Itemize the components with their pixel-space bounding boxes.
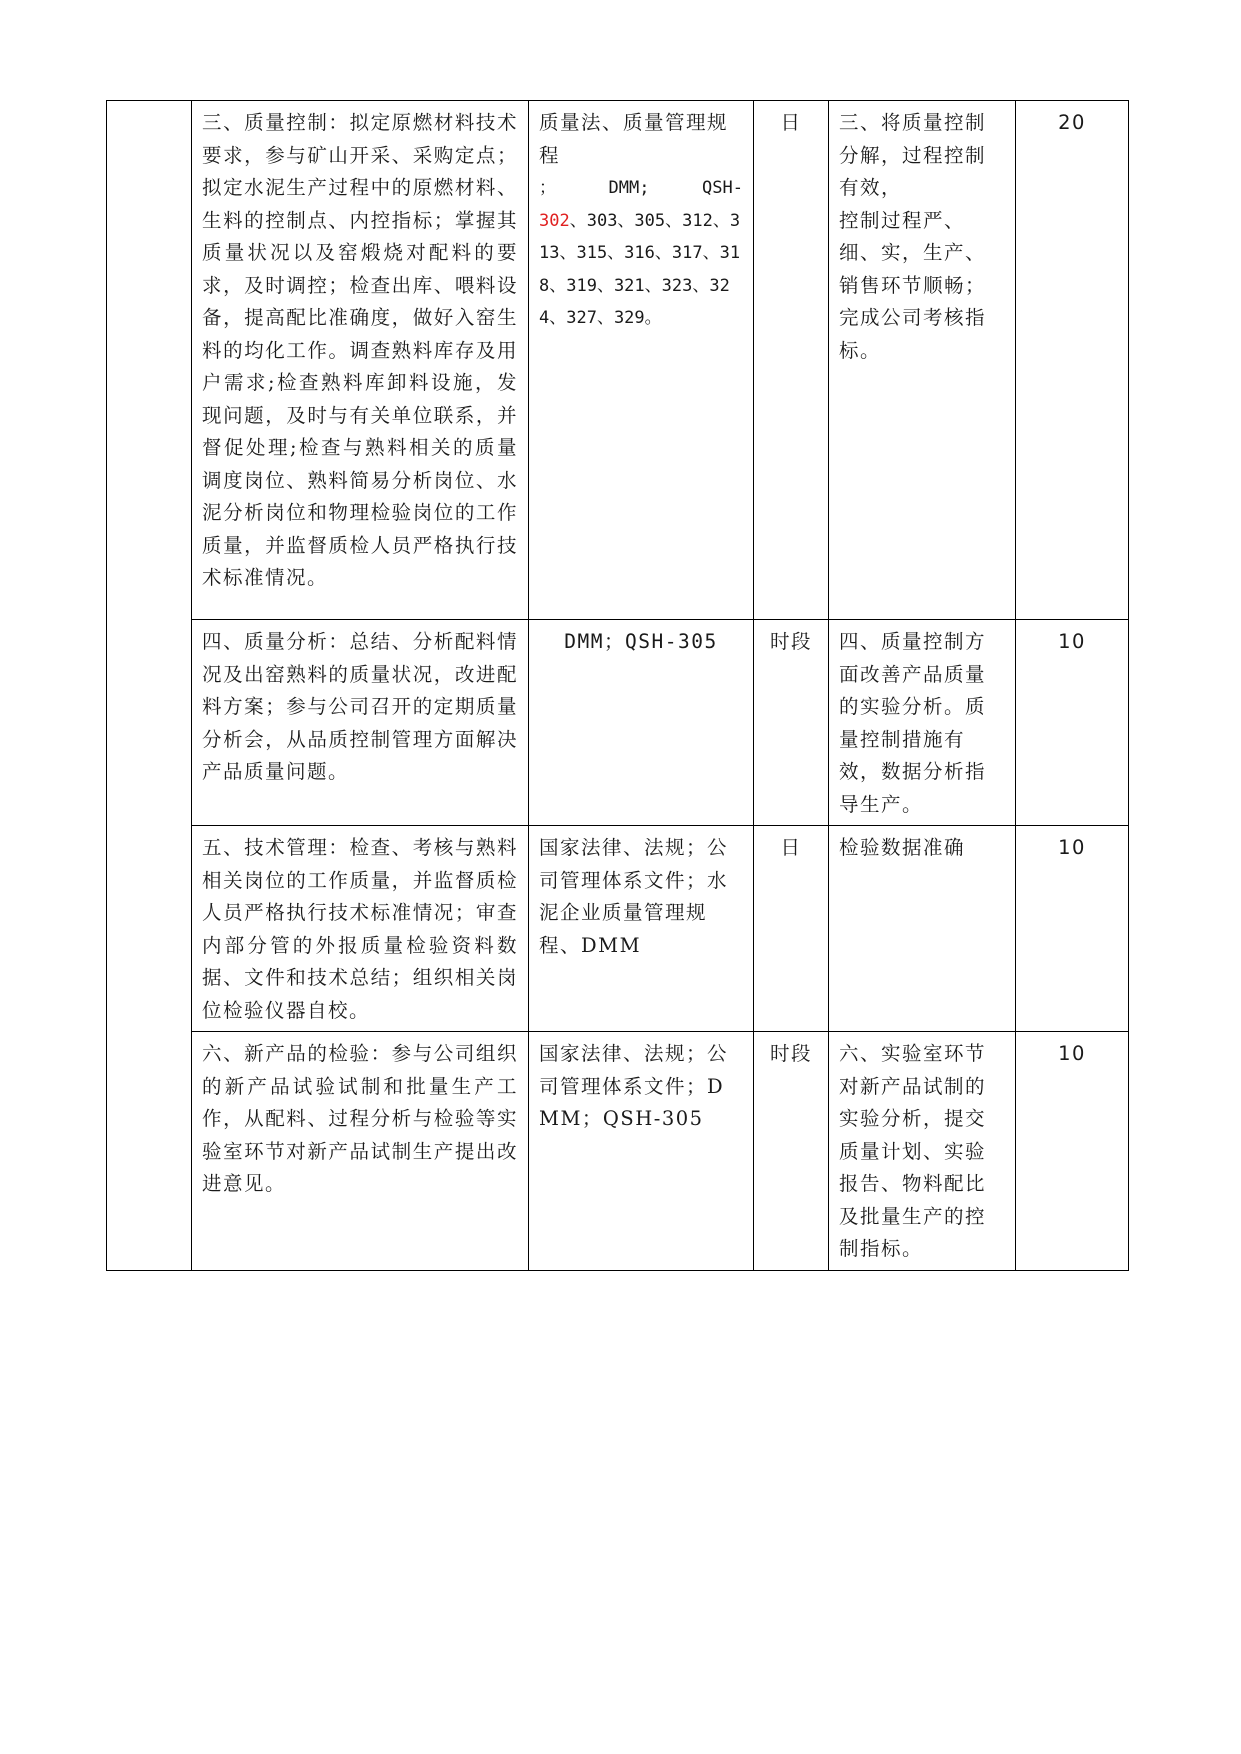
standard-cell: 三、将质量控制分解，过程控制有效， 控制过程严、细、实，生产、销售环节顺畅；完成公司考核指标。 bbox=[829, 101, 1016, 620]
basis-line bbox=[539, 205, 743, 335]
table-row bbox=[107, 101, 1129, 620]
basis-cell bbox=[529, 101, 754, 620]
basis-fragment: ； bbox=[539, 178, 556, 198]
standard-cell: 检验数据准确 bbox=[829, 826, 1016, 1032]
blank-category-cell bbox=[107, 101, 192, 1271]
basis-line: 质量法、质量管理规程 bbox=[539, 111, 729, 167]
responsibility-table bbox=[106, 100, 1129, 1271]
duty-description-cell: 四、质量分析：总结、分析配料情况及出窑熟料的质量状况，改进配料方案；参与公司召开的定期质量分析会，从品质控制管理方面解决产品质量问题。 bbox=[192, 620, 529, 826]
score-cell: 10 bbox=[1016, 620, 1129, 826]
score-cell: 20 bbox=[1016, 101, 1129, 620]
basis-fragment: QSH- bbox=[702, 178, 743, 198]
basis-cell: DMM；QSH-305 bbox=[529, 620, 754, 826]
basis-line bbox=[539, 172, 743, 205]
highlighted-code: 302 bbox=[539, 210, 570, 231]
duty-description-cell: 六、新产品的检验：参与公司组织的新产品试验试制和批量生产工作，从配料、过程分析与检验等实验室环节对新产品试制生产提出改进意见。 bbox=[192, 1032, 529, 1271]
duty-description-cell: 五、技术管理：检查、考核与熟料相关岗位的工作质量，并监督质检人员严格执行技术标准情况；审查内部分管的外报质量检验资料数据、文件和技术总结；组织相关岗位检验仪器自校。 bbox=[192, 826, 529, 1032]
basis-fragment: 、303、305、312、313、315、316、317、318、319、321、323、324、327、329。 bbox=[539, 210, 741, 328]
frequency-cell: 时段 bbox=[754, 1032, 829, 1271]
score-cell: 10 bbox=[1016, 1032, 1129, 1271]
table-row bbox=[107, 826, 1129, 1032]
basis-cell: 国家法律、法规；公司管理体系文件；DMM；QSH-305 bbox=[529, 1032, 754, 1271]
basis-cell: 国家法律、法规；公司管理体系文件；水泥企业质量管理规程、DMM bbox=[529, 826, 754, 1032]
frequency-cell: 时段 bbox=[754, 620, 829, 826]
score-cell: 10 bbox=[1016, 826, 1129, 1032]
standard-cell: 四、质量控制方面改善产品质量的实验分析。质量控制措施有效，数据分析指导生产。 bbox=[829, 620, 1016, 826]
duty-description-cell: 三、质量控制：拟定原燃材料技术要求，参与矿山开采、采购定点；拟定水泥生产过程中的原燃材料、生料的控制点、内控指标；掌握其质量状况以及窑煅烧对配料的要求，及时调控；检查出库、喂料设备，提高配比准确度，做好入窑生料的均化工作。调查熟料库存及用户需求;检查熟料库卸料设施，发现问题，及时与有关单位联系，并督促处理;检查与熟料相关的质量调度岗位、熟料简易分析岗位、水泥分析岗位和物理检验岗位的工作质量，并监督质检人员严格执行技术标准情况。 bbox=[192, 101, 529, 620]
basis-fragment: DMM; bbox=[608, 178, 650, 198]
frequency-cell: 日 bbox=[754, 101, 829, 620]
standard-cell: 六、实验室环节对新产品试制的实验分析，提交质量计划、实验报告、物料配比及批量生产的控制指标。 bbox=[829, 1032, 1016, 1271]
table-row bbox=[107, 620, 1129, 826]
frequency-cell: 日 bbox=[754, 826, 829, 1032]
table-row bbox=[107, 1032, 1129, 1271]
